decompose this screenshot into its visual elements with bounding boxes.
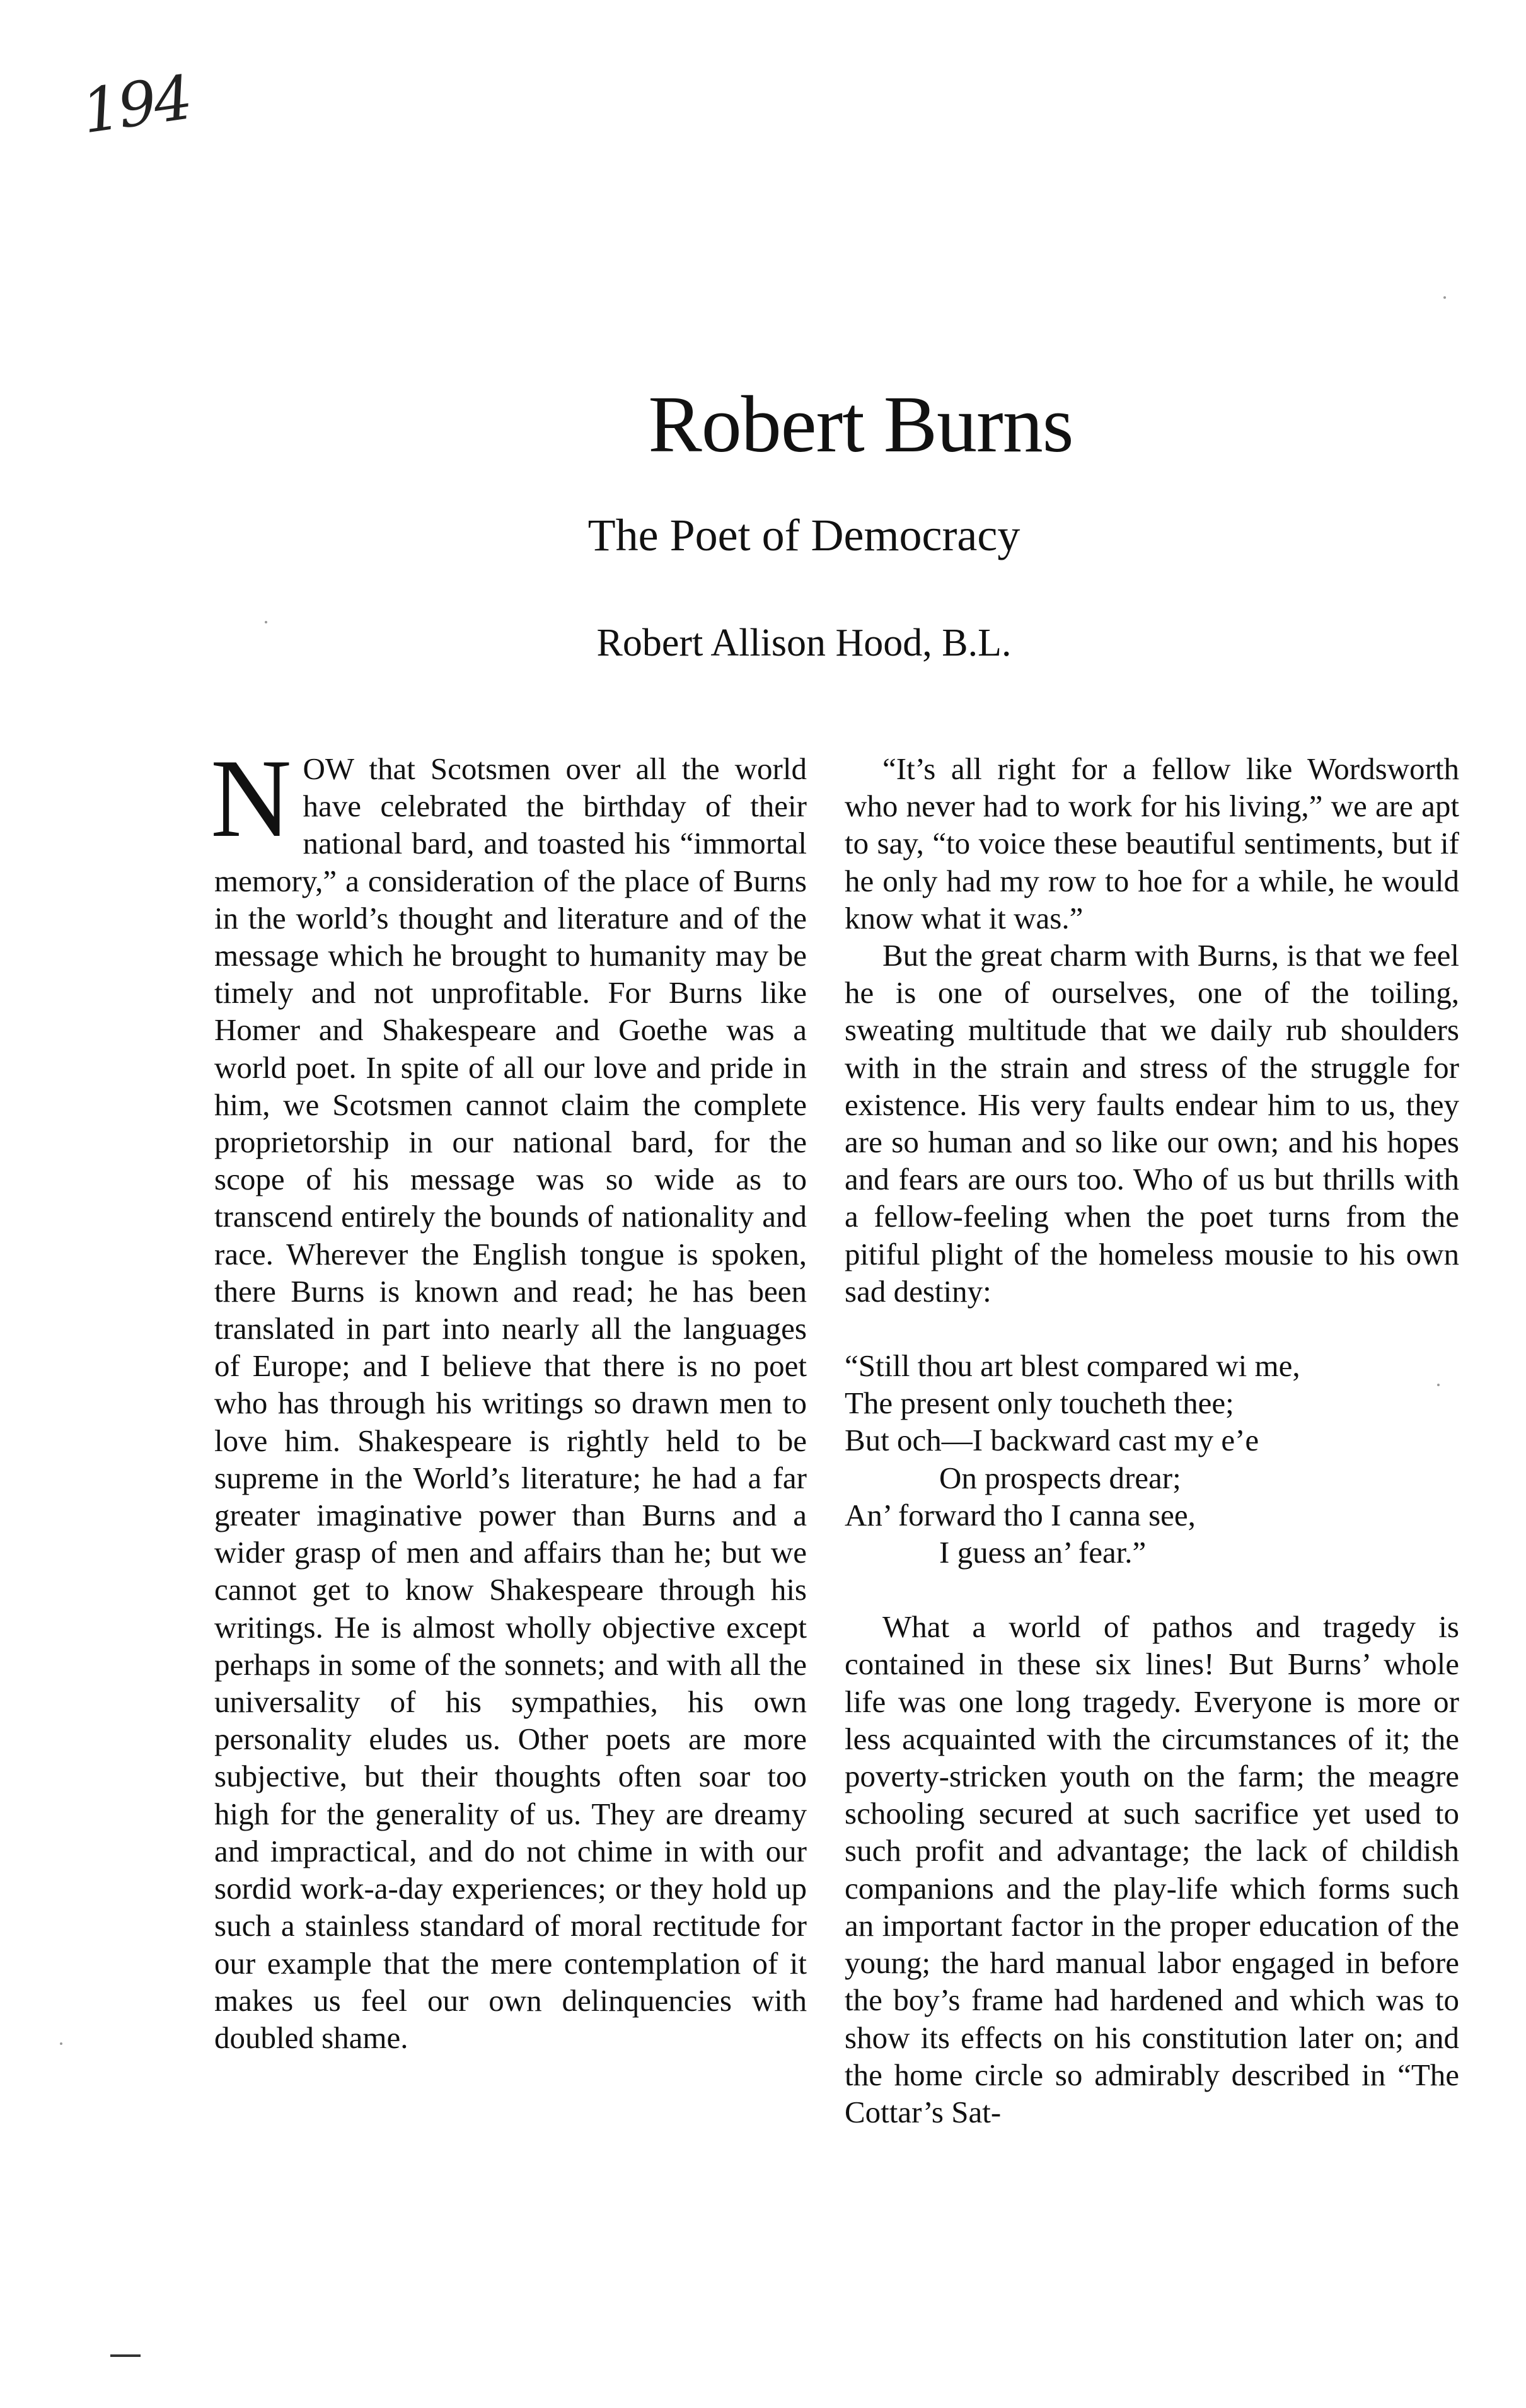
left-column xyxy=(211,736,807,2056)
poem-line: An’ forward tho I canna see, xyxy=(845,1497,1196,1532)
scan-speck xyxy=(265,621,267,623)
article-title: Robert Burns xyxy=(648,379,1073,469)
opening-paragraph xyxy=(211,736,807,2056)
poem-line: On prospects drear; xyxy=(939,1460,1181,1495)
poem-line: But och—I backward cast my e’e xyxy=(845,1423,1259,1458)
article-subtitle: The Poet of Democracy xyxy=(587,510,1020,560)
poem-quote xyxy=(845,1347,1459,1571)
poem-line: The present only toucheth thee; xyxy=(845,1386,1234,1421)
scan-speck xyxy=(1443,296,1446,299)
poem-line: “Still thou art blest compared wi me, xyxy=(845,1348,1300,1384)
paragraph: But the great charm with Burns, is that we feel he is one of ourselves, one of the toiling, sweating multitude that we daily rub shoulders with in the strain and stress of the struggle for existence. His very faults endear him to us, they are so human and so like our own; and his hopes and fears are ours too. Who of us but thrills with a fellow-feeling when the poet turns from the pitiful plight of the homeless mousie to his own sad destiny: xyxy=(845,938,1459,1309)
scan-speck xyxy=(1437,1384,1440,1386)
paragraph: “It’s all right for a fellow like Wordsworth who never had to work for his living,” we are apt to say, “to voice these beautiful sentiments, but if he only had my row to hoe for a while, he would know what it was.” xyxy=(845,751,1459,935)
drop-cap: N xyxy=(211,736,292,860)
scan-mark xyxy=(110,2354,141,2357)
article-author: Robert Allison Hood, B.L. xyxy=(596,622,1012,664)
poem-line: I guess an’ fear.” xyxy=(939,1535,1147,1570)
paragraph: What a world of pathos and tragedy is contained in these six lines! But Burns’ whole life was one long tragedy. Everyone is more or less acquainted with the circumstances of it; the poverty-stricken youth on the farm; the meagre schooling secured at such sacrifice yet used to such profit and advantage; the lack of childish companions and the play-life which forms such an important factor in the proper education of the young; the hard manual labor engaged in before the boy’s frame had hardened and which was to show its effects on his constitution later on; and the home circle so admirably described in “The Cottar’s Sat- xyxy=(845,1609,1459,2129)
scan-speck xyxy=(60,2042,62,2045)
opening-paragraph-text: OW that Scotsmen over all the world have celebrated the birthday of their national bard, and toasted his “immortal memory,” a consideration of the place of Burns in the world’s thought and literature and of the message which he brought to humanity may be timely and not unprofitable. For Burns like Homer and Shakespeare and Goethe was a world poet. In spite of all our love and pride in him, we Scotsmen cannot claim the complete proprietorship in our national bard, for the scope of his message was so wide as to transcend entirely the bounds of nationality and race. Wherever the English tongue is spoken, there Burns is known and read; he has been translated in part into nearly all the languages of Europe; and I believe that there is no poet who has through his writings so drawn men to love him. Shakespeare is rightly held to be supreme in the World’s literature; he had a far greater imaginative power than Burns and a wider grasp of men and affairs than he; but we cannot get to know Shakespeare through his writings. He is almost wholly objective except perhaps in some of the sonnets; and with all the universality of his sympathies, his own personality eludes us. Other poets are more subjective, but their thoughts often soar too high for the generality of us. They are dreamy and impractical, and do not chime in with our sordid work-a-day experiences; or they hold up such a stainless standard of moral rectitude for our example that the mere contemplation of it makes us feel our own delinquencies with doubled shame. xyxy=(214,751,807,2055)
right-column xyxy=(845,750,1459,2131)
page-number: 194 xyxy=(78,62,195,148)
